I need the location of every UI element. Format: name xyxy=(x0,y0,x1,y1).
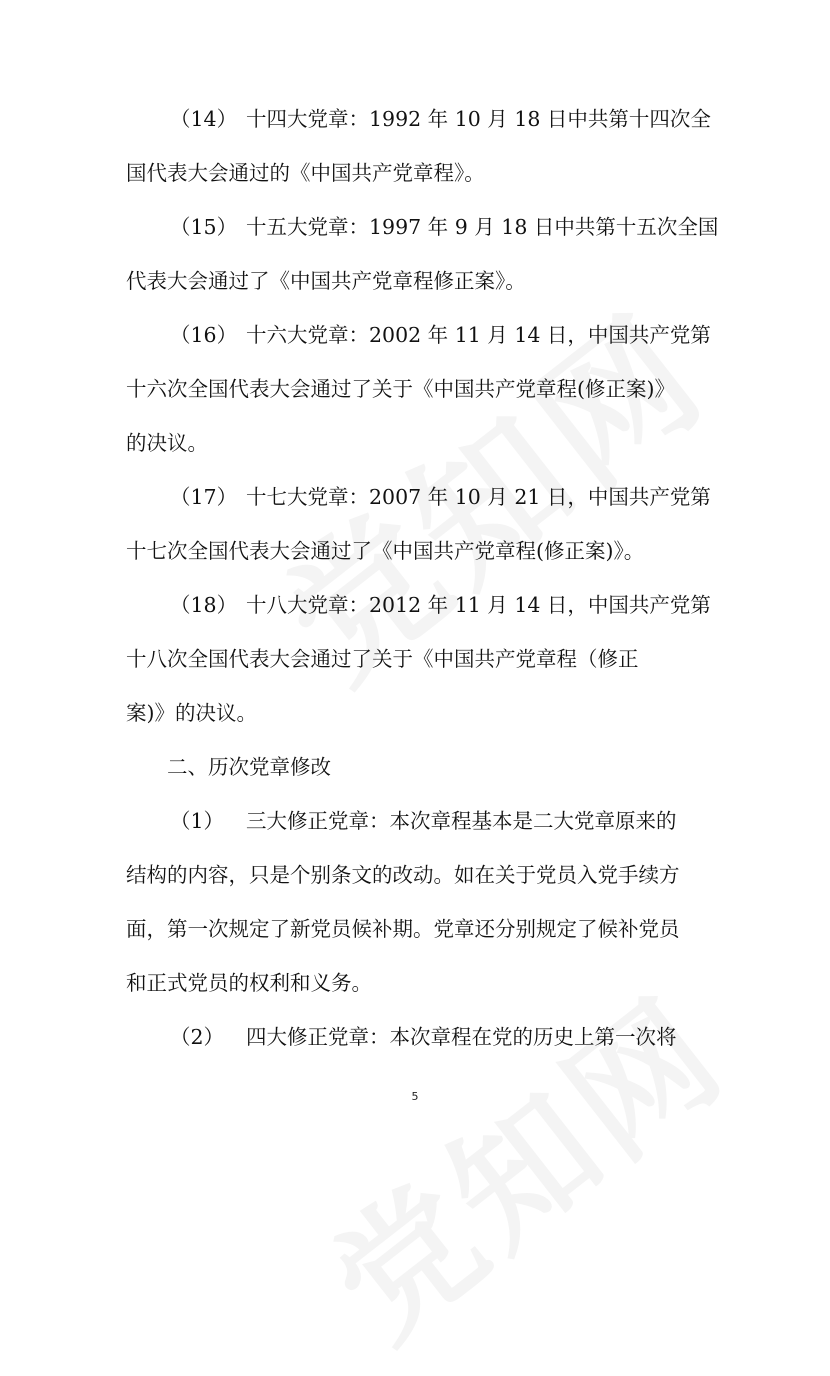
paragraph-line: 十六次全国代表大会通过了关于《中国共产党章程(修正案)》 xyxy=(126,377,675,401)
item-number: （18） xyxy=(170,593,238,617)
item-number: （1） xyxy=(170,809,225,833)
paragraph-16 xyxy=(126,308,711,470)
paragraph-text: 三大修正党章：本次章程基本是二大党章原来的 xyxy=(246,809,677,833)
paragraph-line: 十八次全国代表大会通过了关于《中国共产党章程（修正 xyxy=(126,647,639,671)
paragraph-17 xyxy=(126,470,711,578)
paragraph-line: 和正式党员的权利和义务。 xyxy=(126,971,372,995)
paragraph-line: 十七次全国代表大会通过了《中国共产党章程(修正案)》。 xyxy=(126,539,645,563)
paragraph-text: 十八大党章：2012 年 11 月 14 日，中国共产党第 xyxy=(246,593,711,617)
paragraph-18 xyxy=(126,578,711,740)
paragraph-14 xyxy=(126,92,711,200)
document-body xyxy=(126,92,719,1064)
item-number: （14） xyxy=(170,107,238,131)
paragraph-15 xyxy=(126,200,719,308)
item-number: （16） xyxy=(170,323,238,347)
paragraph-text: 十七大党章：2007 年 10 月 21 日，中国共产党第 xyxy=(246,485,711,509)
item-number: （17） xyxy=(170,485,238,509)
paragraph-line: 案)》的决议。 xyxy=(126,701,257,725)
amendment-1 xyxy=(126,794,706,1010)
paragraph-text: 四大修正党章：本次章程在党的历史上第一次将 xyxy=(246,1025,677,1049)
paragraph-line: 面，第一次规定了新党员候补期。党章还分别规定了候补党员 xyxy=(126,917,680,941)
amendment-2 xyxy=(126,1010,706,1064)
paragraph-text: 十五大党章：1997 年 9 月 18 日中共第十五次全国 xyxy=(246,215,719,239)
item-number: （2） xyxy=(170,1025,225,1049)
paragraph-text: 十六大党章：2002 年 11 月 14 日，中国共产党第 xyxy=(246,323,711,347)
paragraph-text: 十四大党章：1992 年 10 月 18 日中共第十四次全 xyxy=(246,107,711,131)
page-number: 5 xyxy=(411,1090,419,1103)
item-number: （15） xyxy=(170,215,238,239)
paragraph-line: 国代表大会通过的《中国共产党章程》。 xyxy=(126,161,485,185)
paragraph-line: 的决议。 xyxy=(126,431,208,455)
section-heading: 二、历次党章修改 xyxy=(167,755,331,779)
paragraph-line: 结构的内容，只是个别条文的改动。如在关于党员入党手续方 xyxy=(126,863,680,887)
paragraph-line: 代表大会通过了《中国共产党章程修正案》。 xyxy=(126,269,526,293)
